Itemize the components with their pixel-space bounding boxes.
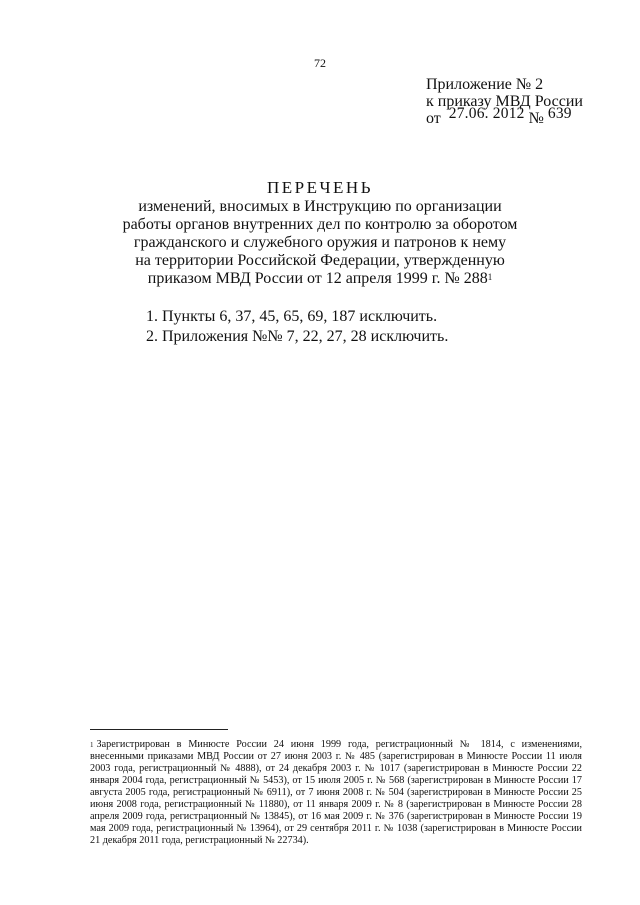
footnote: [90, 739, 582, 847]
handwritten-number: 639: [547, 105, 572, 122]
annex-line-2: к приказу МВД России: [426, 93, 583, 110]
annex-line-3: [426, 105, 583, 127]
number-label: №: [528, 110, 544, 127]
footnote-text: Зарегистрирован в Минюсте России 24 июня 1999 года, регистрационный № 1814, с изменениями, внесенными приказами МВД России от 27 июня 2003 г. № 485 (зарегистрирован в Минюсте России 11 июля 2003 года, регистрационный № 4888), от 24 декабря 2003 г. № 1017 (зарегистрирован в Минюсте России 22 января 2004 года, регистрационный № 5453), от 15 июля 2005 г. № 568 (зарегистрирован в Минюсте России 17 августа 2005 года, регистрационный № 6911), от 7 июня 2008 г. № 504 (зарегистрирован в Минюсте России 25 июня 2008 года, регистрационный № 11880), от 11 января 2009 г. № 8 (зарегистрирован в Минюсте России 28 апреля 2009 года, регистрационный № 13845), от 16 мая 2009 г. № 376 (зарегистрирован в Минюсте России 19 мая 2009 года, регистрационный № 13964), от 29 сентября 2011 г. № 1038 (зарегистрирован в Минюсте России 21 декабря 2011 года, регистрационный № 22734).: [90, 739, 582, 846]
heading-line: приказом МВД России от 12 апреля 1999 г. № 288: [147, 270, 488, 287]
handwritten-date: 27.06. 2012: [448, 105, 525, 122]
page-number: 72: [314, 56, 326, 70]
list-item: 1. Пункты 6, 37, 45, 65, 69, 187 исключить.: [146, 308, 438, 325]
heading-line-last: [0, 270, 640, 288]
document-heading: [0, 198, 640, 288]
from-label: от: [426, 110, 441, 127]
heading-line: на территории Российской Федерации, утвержденную: [135, 252, 505, 269]
item-list: [146, 307, 448, 347]
footnote-mark: 1: [90, 741, 94, 749]
annex-block: [426, 76, 583, 127]
heading-line: гражданского и служебного оружия и патронов к нему: [133, 234, 507, 251]
heading-line: изменений, вносимых в Инструкцию по организации: [138, 198, 502, 215]
list-item: 2. Приложения №№ 7, 22, 27, 28 исключить.: [146, 328, 449, 345]
document-title: ПЕРЕЧЕНЬ: [267, 178, 373, 197]
footnote-reference: 1: [487, 272, 493, 282]
footnote-separator: [90, 729, 228, 730]
annex-line-1: Приложение № 2: [426, 76, 544, 93]
heading-line: работы органов внутренних дел по контролю за оборотом: [122, 216, 518, 233]
